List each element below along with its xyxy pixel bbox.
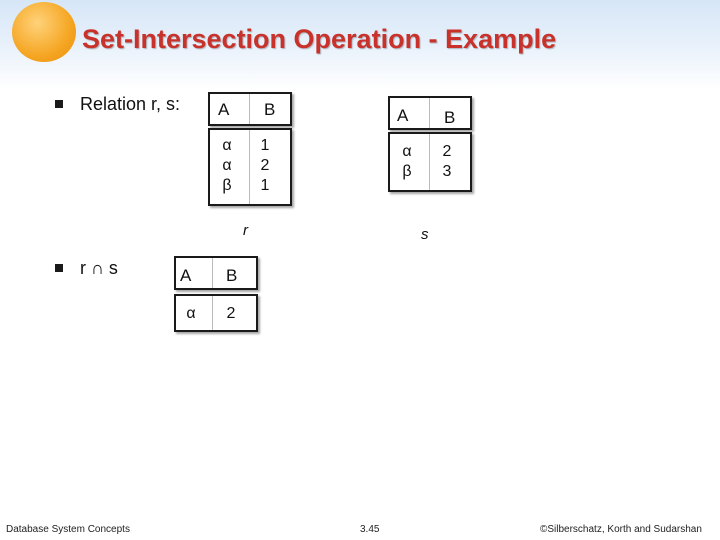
cell: α [402,143,412,160]
column-a-values [176,304,206,324]
cell: 3 [442,163,452,180]
bullet-text-relation: Relation r, s: [80,94,181,114]
logo-circle [12,2,76,62]
relation-r-header-box [208,92,292,126]
column-header-b: B [444,108,456,127]
cell: α [222,157,232,174]
column-a-values [212,136,242,196]
column-b-values [432,142,462,182]
cell: 2 [226,305,236,322]
cell: 2 [442,143,452,160]
column-a-values [392,142,422,182]
cell: 2 [260,157,270,174]
footer-left: Database System Concepts [6,524,130,535]
header-divider [429,98,430,128]
column-divider [429,134,430,190]
cell: 1 [260,137,270,154]
result-body-box [174,294,258,332]
footer-page-number: 3.45 [360,524,380,535]
bullet-marker [55,264,63,272]
relation-s-header-box [388,96,472,130]
result-header-box [174,256,258,290]
header-divider [249,94,250,124]
column-header-a: A [218,100,230,119]
bullet-marker [55,100,63,108]
slide-title: Set-Intersection Operation - Example [82,24,557,54]
relation-s-caption: s [421,226,429,243]
column-b-values [250,136,280,196]
relation-s-body-box [388,132,472,192]
cell: α [222,137,232,154]
column-b-values [216,304,246,324]
footer-copyright: ©Silberschatz, Korth and Sudarshan [540,524,702,535]
column-header-a: A [180,266,192,285]
relation-r-caption: r [243,222,248,239]
cell: α [186,305,196,322]
relation-r-body-box [208,128,292,206]
column-header-a: A [397,106,409,125]
column-divider [212,296,213,330]
bullet-text-intersection: r ∩ s [80,258,118,278]
column-header-b: B [226,266,238,285]
header-divider [212,258,213,288]
cell: 1 [260,177,270,194]
cell: β [222,177,232,194]
cell: β [402,163,412,180]
column-header-b: B [264,100,276,119]
